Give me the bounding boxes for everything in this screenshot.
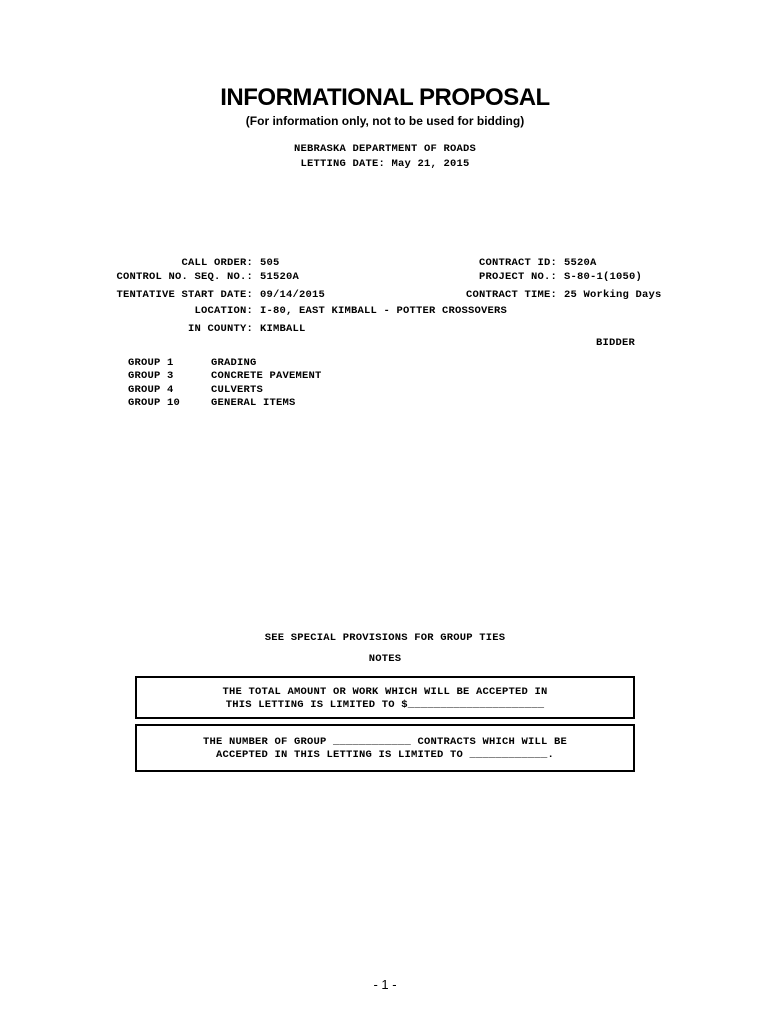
group-number: GROUP 3 [128, 370, 174, 382]
project-no-value: S-80-1(1050) [564, 271, 643, 283]
location-value: I-80, EAST KIMBALL - POTTER CROSSOVERS [260, 305, 508, 317]
group-number-line-2: ACCEPTED IN THIS LETTING IS LIMITED TO ____________. [215, 749, 555, 761]
call-order-value: 505 [260, 257, 280, 269]
control-no-label: CONTROL NO. SEQ. NO.: [116, 271, 253, 283]
contract-id-label: CONTRACT ID: [478, 257, 557, 269]
county-label: IN COUNTY: [187, 323, 253, 335]
notes-heading: NOTES [368, 653, 402, 665]
total-amount-line-2: THIS LETTING IS LIMITED TO $_____________________ [225, 699, 545, 711]
group-name: CONCRETE PAVEMENT [211, 370, 322, 382]
group-name: GENERAL ITEMS [211, 397, 296, 409]
letting-date: LETTING DATE: May 21, 2015 [300, 158, 470, 170]
total-amount-box [135, 676, 635, 719]
group-name: CULVERTS [211, 384, 264, 396]
page-subtitle: (For information only, not to be used for bidding) [245, 114, 525, 128]
county-value: KIMBALL [260, 323, 306, 335]
group-number-box [135, 724, 635, 772]
group-number: GROUP 1 [128, 357, 174, 369]
start-date-value: 09/14/2015 [260, 289, 326, 301]
group-number: GROUP 4 [128, 384, 174, 396]
group-name: GRADING [211, 357, 257, 369]
bidder-label: BIDDER [596, 337, 636, 349]
contract-time-label: CONTRACT TIME: [465, 289, 557, 301]
location-label: LOCATION: [194, 305, 253, 317]
contract-id-value: 5520A [564, 257, 597, 269]
control-no-value: 51520A [260, 271, 300, 283]
group-ties-note: SEE SPECIAL PROVISIONS FOR GROUP TIES [264, 632, 506, 644]
start-date-label: TENTATIVE START DATE: [116, 289, 253, 301]
page-title: INFORMATIONAL PROPOSAL [220, 84, 550, 111]
project-no-label: PROJECT NO.: [478, 271, 557, 283]
agency-name: NEBRASKA DEPARTMENT OF ROADS [293, 143, 477, 155]
contract-time-value: 25 Working Days [564, 289, 662, 301]
group-number: GROUP 10 [128, 397, 181, 409]
page-number: - 1 - [373, 977, 397, 992]
group-number-line-1: THE NUMBER OF GROUP ____________ CONTRACTS WHICH WILL BE [202, 736, 568, 748]
total-amount-line-1: THE TOTAL AMOUNT OR WORK WHICH WILL BE ACCEPTED IN [222, 686, 548, 698]
call-order-label: CALL ORDER: [181, 257, 253, 269]
